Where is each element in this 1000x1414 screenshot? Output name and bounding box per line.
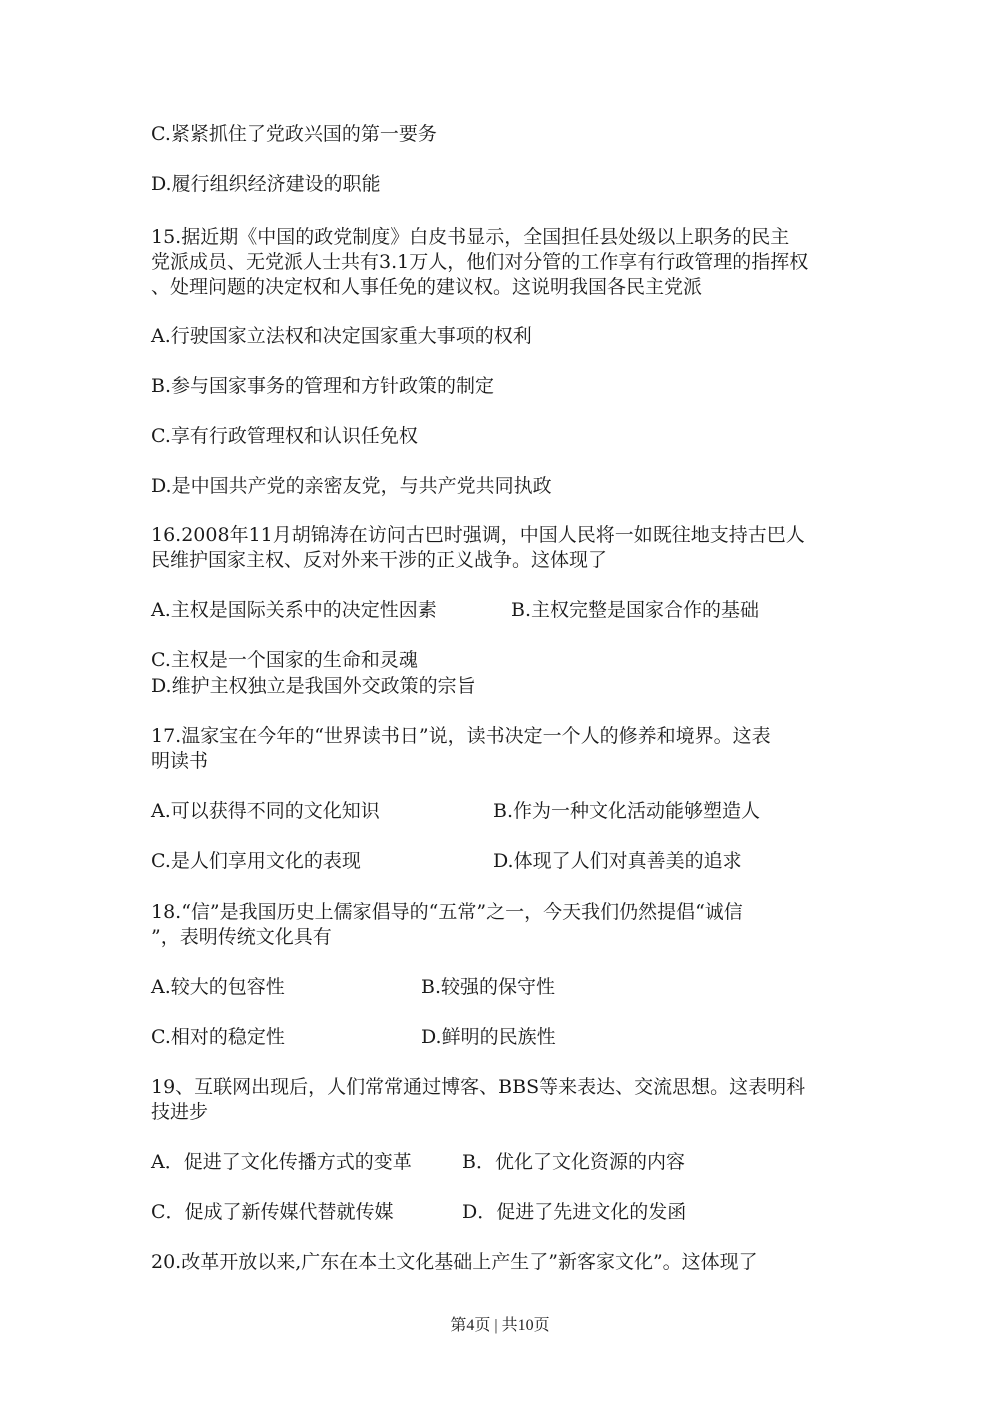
option-d-q18: D.鲜明的民族性 [421,1026,556,1048]
question-20-line1: 20.改革开放以来,广东在本土文化基础上产生了”新客家文化”。这体现了 [151,1251,758,1273]
question-16-line1: 16.2008年11月胡锦涛在访问古巴时强调，中国人民将一如既往地支持古巴人 [151,524,805,546]
option-a-q18: A.较大的包容性 [151,976,285,998]
option-c-q18: C.相对的稳定性 [151,1026,285,1048]
question-18-line2: ”，表明传统文化具有 [151,926,332,948]
page-footer: 第4页 | 共10页 [450,1317,550,1334]
option-b-q16: B.主权完整是国家合作的基础 [511,599,760,621]
question-15-line1: 15.据近期《中国的政党制度》白皮书显示，全国担任县处级以上职务的民主 [151,226,790,248]
question-17-line2: 明读书 [151,750,209,772]
option-c-q14: C.紧紧抓住了党政兴国的第一要务 [151,123,437,145]
option-a-q17: A.可以获得不同的文化知识 [151,800,380,822]
option-d-q19: D．促进了先进文化的发函 [462,1201,687,1223]
option-b-q18: B.较强的保守性 [421,976,556,998]
option-d-q17: D.体现了人们对真善美的追求 [493,850,742,872]
option-b-q15: B.参与国家事务的管理和方针政策的制定 [151,375,495,397]
option-a-q16: A.主权是国际关系中的决定性因素 [151,599,437,621]
question-19-line1: 19、互联网出现后，人们常常通过博客、BBS等来表达、交流思想。这表明科 [151,1076,806,1098]
option-d-q15: D.是中国共产党的亲密友党，与共产党共同执政 [151,475,552,497]
option-a-q15: A.行驶国家立法权和决定国家重大事项的权利 [151,325,532,347]
option-c-q16: C.主权是一个国家的生命和灵魂 [151,649,418,671]
question-15-line2: 党派成员、无党派人士共有3.1万人，他们对分管的工作享有行政管理的指挥权 [151,251,809,273]
option-b-q19: B．优化了文化资源的内容 [462,1151,685,1173]
option-c-q15: C.享有行政管理权和认识任免权 [151,425,418,447]
option-c-q17: C.是人们享用文化的表现 [151,850,361,872]
option-a-q19: A．促进了文化传播方式的变革 [151,1151,412,1173]
question-15-line3: 、处理问题的决定权和人事任免的建议权。这说明我国各民主党派 [151,276,703,298]
question-18-line1: 18.“信”是我国历史上儒家倡导的“五常”之一，今天我们仍然提倡“诚信 [151,901,743,923]
question-17-line1: 17.温家宝在今年的“世界读书日”说，读书决定一个人的修养和境界。这表 [151,725,771,747]
option-b-q17: B.作为一种文化活动能够塑造人 [493,800,761,822]
option-d-q16: D.维护主权独立是我国外交政策的宗旨 [151,675,476,697]
option-d-q14: D.履行组织经济建设的职能 [151,173,381,195]
question-16-line2: 民维护国家主权、反对外来干涉的正义战争。这体现了 [151,549,608,571]
question-19-line2: 技进步 [151,1101,209,1123]
option-c-q19: C．促成了新传媒代替就传媒 [151,1201,394,1223]
